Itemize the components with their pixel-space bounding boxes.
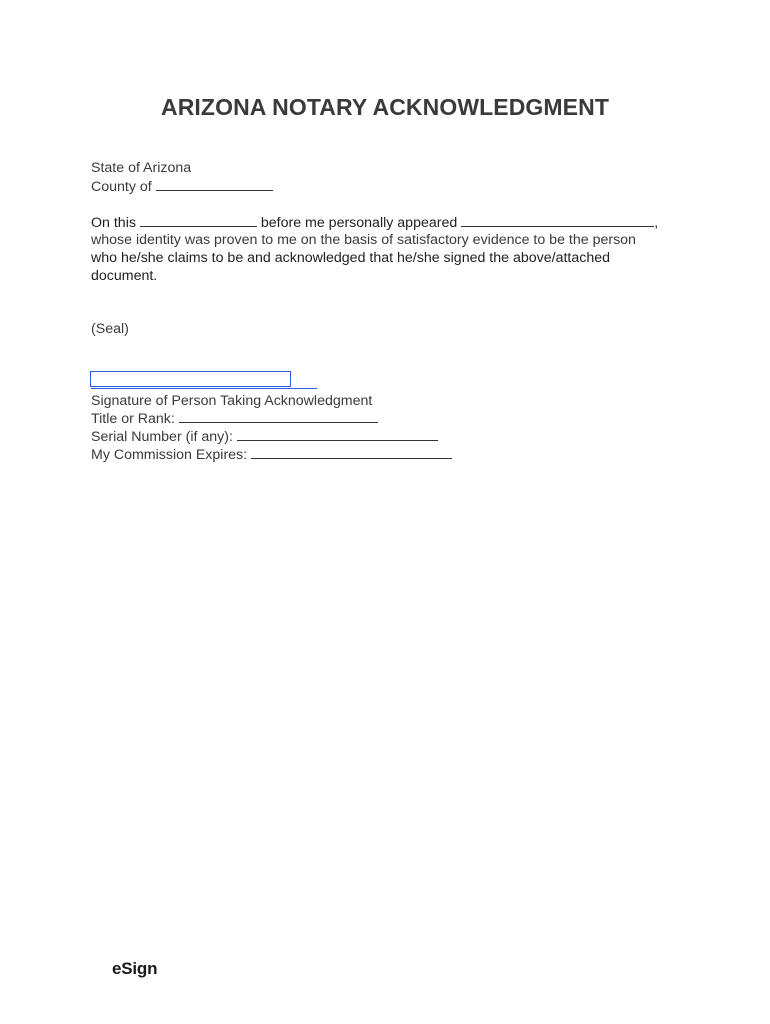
- commission-expires-label: My Commission Expires:: [91, 447, 248, 463]
- appeared-name-blank[interactable]: [461, 213, 654, 227]
- serial-number-blank[interactable]: [237, 427, 438, 441]
- commission-expires-line: [91, 445, 452, 464]
- paragraph-line-4: document.: [91, 268, 158, 284]
- serial-number-line: [91, 427, 438, 446]
- paragraph-line-3: who he/she claims to be and acknowledged that he/she signed the above/attached: [91, 250, 610, 266]
- signature-caption: Signature of Person Taking Acknowledgment: [91, 393, 373, 409]
- title-or-rank-line: [91, 409, 378, 428]
- state-line: State of Arizona: [91, 160, 192, 176]
- signature-field[interactable]: [90, 371, 291, 387]
- before-me-label: before me personally appeared: [260, 215, 458, 231]
- esign-logo: eSign: [112, 959, 158, 978]
- paragraph-line-1: [91, 213, 658, 232]
- title-or-rank-label: Title or Rank:: [91, 411, 175, 427]
- paragraph-line-2: whose identity was proven to me on the basis of satisfactory evidence to be the person: [91, 232, 636, 248]
- serial-number-label: Serial Number (if any):: [91, 429, 233, 445]
- date-blank[interactable]: [140, 213, 257, 227]
- title-or-rank-blank[interactable]: [179, 409, 378, 423]
- county-line: [91, 177, 273, 196]
- document-title: ARIZONA NOTARY ACKNOWLEDGMENT: [161, 94, 609, 120]
- on-this-label: On this: [91, 215, 136, 231]
- signature-underline: [91, 388, 317, 389]
- county-blank[interactable]: [156, 177, 273, 191]
- county-label: County of: [91, 179, 152, 195]
- commission-expires-blank[interactable]: [251, 445, 452, 459]
- seal-label: (Seal): [91, 321, 129, 337]
- paragraph-comma: ,: [654, 215, 659, 231]
